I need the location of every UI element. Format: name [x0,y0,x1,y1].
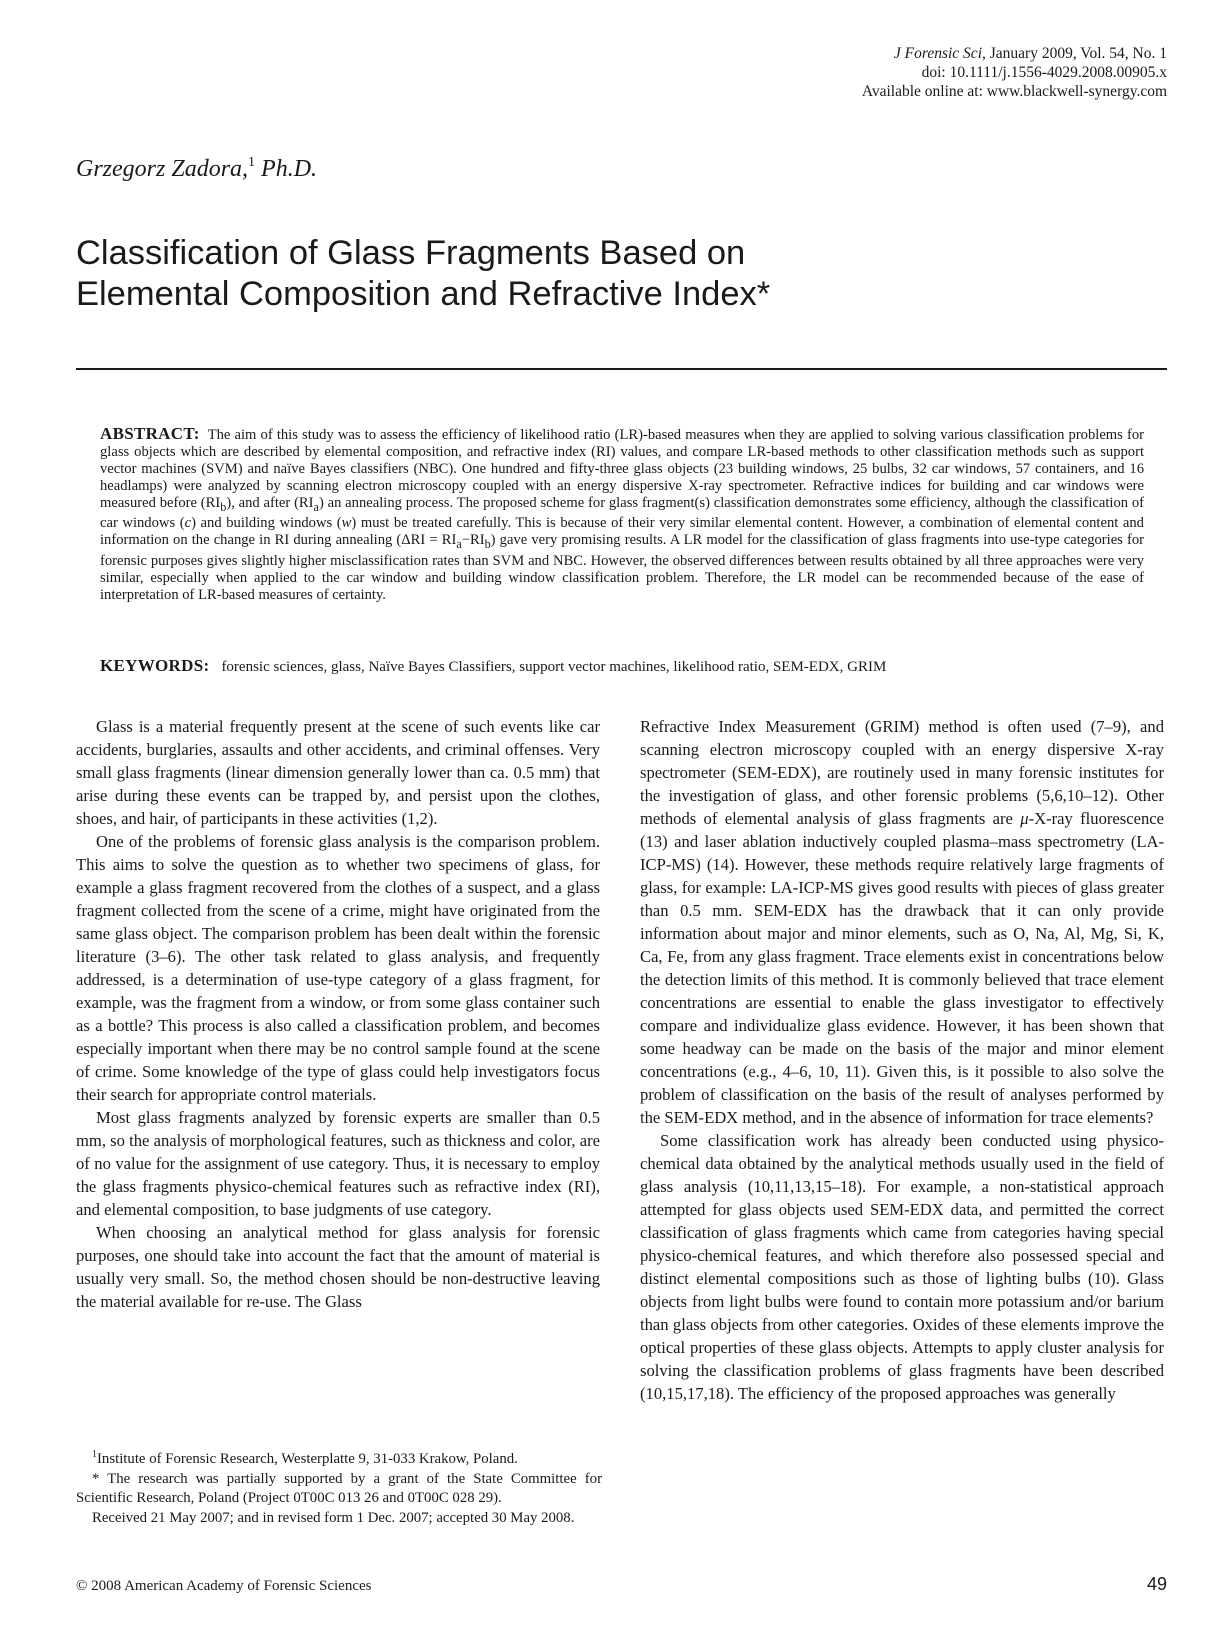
abstract-italic: c [184,515,192,532]
journal-name: J Forensic Sci, [893,45,986,62]
mu-symbol: μ [1020,809,1029,828]
abstract-text: ) an annealing process. The proposed scheme for glass fragment(s) classification demonstrates some efficiency, although the classification of car windows ( [100,494,1145,532]
abstract-italic: w [341,515,352,532]
body-column-left [76,715,600,1313]
title-divider [76,368,1167,370]
keywords [100,656,1144,676]
online-availability: Available online at: www.blackwell-synergy.com [861,83,1167,100]
body-column-right [640,715,1164,1405]
article-title [76,233,1076,315]
subscript: b [484,537,491,552]
author-name: Grzegorz Zadora, [76,156,249,182]
subscript: b [220,499,227,514]
abstract [100,426,1144,604]
abstract-text: ) must be treated carefully. This is because of their very similar elemental content. However, a combination of elemental content and information on the change in RI during annealing (ΔRI = RI [100,515,1144,549]
abstract-text: ), and after (RI [226,494,314,511]
page-number: 49 [1146,1574,1167,1594]
received-dates: Received 21 May 2007; and in revised form 1 Dec. 2007; accepted 30 May 2008. [92,1510,575,1527]
paragraph: Some classification work has already been conducted using physico-chemical data obtained by the analytical methods usually used in the field of glass analysis (10,11,13,15–18). For example, a non-statistical approach attempted for glass objects used SEM-EDX data, and permitted the correct classification of glass fragments which came from categories having special physico-chemical features, and which therefore also possessed special and distinct elemental compositions such as those of lighting bulbs (10). Glass objects from light bulbs were found to contain more potassium and/or barium than glass objects from other categories. Oxides of these elements improve the optical properties of these glass objects. Attempts to apply cluster analysis for solving the classification problems of glass fragments have been described (10,15,17,18). The efficiency of the proposed approaches was generally [640,1131,1164,1403]
abstract-text: −RI [461,532,485,549]
paragraph-text: Refractive Index Measurement (GRIM) method is often used (7–9), and scanning electron microscopy coupled with an energy dispersive X-ray spectrometer (SEM-EDX), are routinely used in many forensic institutes for the investigation of glass, and other forensic problems (5,6,10–12). Other methods of elemental analysis of glass fragments are [640,717,1164,828]
paragraph: Most glass fragments analyzed by forensic experts are smaller than 0.5 mm, so the analysis of morphological features, such as thickness and color, are of no value for the assignment of use category. Thus, it is necessary to employ the glass fragments physico-chemical features such as refractive index (RI), and elemental composition, to base judgments of use category. [76,1108,600,1219]
footnote-mark: 1 [92,1449,97,1460]
journal-issue: January 2009, Vol. 54, No. 1 [985,45,1167,62]
abstract-label: ABSTRACT: [100,424,200,443]
affiliation-mark: 1 [248,155,256,170]
paragraph: One of the problems of forensic glass analysis is the comparison problem. This aims to solve the question as to whether two specimens of glass, for example a glass fragment recovered from the clothes of a suspect, and a glass fragment collected from the scene of a crime, might have originated from the same glass object. The comparison problem has been dealt within the forensic literature (3–6). The other task related to glass analysis, and frequently addressed, is a determination of use-type category of a glass fragment, for example, was the fragment from a window, or from some glass container such as a bottle? This process is also called a classification problem, and becomes especially important when there may be no control sample found at the scene of crime. Some knowledge of the type of glass could help investigators focus their search for appropriate control materials. [76,832,600,1104]
footnote-funding: * The research was partially supported by a grant of the State Committee for Scientific Research, Poland (Project 0T00C 013 26 and 0T00C 028 29). [76,1471,602,1506]
keywords-text: forensic sciences, glass, Naïve Bayes Classifiers, support vector machines, likelihood ratio, SEM-EDX, GRIM [221,659,887,675]
copyright: © 2008 American Academy of Forensic Sciences [76,1578,372,1594]
author-degree: Ph.D. [255,156,318,182]
journal-header [862,44,1167,101]
paragraph-text: -X-ray fluorescence (13) and laser ablation inductively coupled plasma–mass spectrometry (LA-ICP-MS) (14). However, these methods require relatively large fragments of glass, for example: LA-ICP-MS gives good results with pieces of glass greater than 0.5 mm. SEM-EDX has the drawback that it can only provide information about major and minor elements, such as O, Na, Al, Mg, Si, K, Ca, Fe, from any glass fragment. Trace elements exist in concentrations below the detection limits of this method. It is commonly believed that trace element concentrations are essential to enable the glass investigator to effectively compare and individualize glass evidence. However, it has been shown that some headway can be made on the basis of the major and minor element concentrations (e.g., 4–6, 10, 11). Given this, is it possible to also solve the problem of classification on the basis of the result of analyses performed by the SEM-EDX method, and in the absence of information for trace elements? [640,809,1164,1127]
abstract-text: ) gave very promising results. A LR model for the classification of glass fragments into use-type categories for forensic purposes gives slightly higher misclassification rates than SVM and NBC. However, the observed differences between results obtained by all three approaches were very similar, especially when applied to the car window and building window classification problem. Therefore, the LR model can be recommended because of the ease of interpretation of LR-based measures of certainty. [100,532,1145,603]
journal-citation [862,44,1167,63]
keywords-label: KEYWORDS: [100,656,210,675]
footnotes [76,1446,602,1530]
doi: doi: 10.1111/j.1556-4029.2008.00905.x [921,64,1167,81]
subscript: a [313,499,319,514]
abstract-text: ) and building windows ( [191,515,342,532]
subscript: a [456,537,462,552]
author-line [76,155,317,183]
paragraph: When choosing an analytical method for glass analysis for forensic purposes, one should take into account the fact that the amount of material is usually very small. So, the method chosen should be non-destructive leaving the material available for re-use. The Glass [76,1223,600,1311]
abstract-text: The aim of this study was to assess the efficiency of likelihood ratio (LR)-based measures when they are applied to solving various classification problems for glass objects which are described by elemental composition, and refractive index (RI) values, and compare LR-based methods to other classification methods such as support vector machines (SVM) and naïve Bayes classifiers (NBC). One hundred and fifty-three glass objects (23 building windows, 25 bulbs, 32 car windows, 57 containers, and 16 headlamps) were analyzed by scanning electron microscopy coupled with an energy dispersive X-ray spectrometer. Refractive indices for building and car windows were measured before (RI [100,427,1144,511]
footnote-text: Institute of Forensic Research, Westerplatte 9, 31-033 Krakow, Poland. [97,1450,518,1467]
title-line-2: Elemental Composition and Refractive Index* [76,275,771,313]
paragraph: Glass is a material frequently present at the scene of such events like car accidents, burglaries, assaults and other accidents, and criminal offenses. Very small glass fragments (linear dimension generally lower than ca. 0.5 mm) that arise during these events can be trapped by, and persist upon the clothes, shoes, and hair, of participants in these activities (1,2). [76,717,600,828]
title-line-1: Classification of Glass Fragments Based on [76,234,746,272]
paragraph [640,715,1164,1129]
footnote-affiliation [76,1446,602,1468]
